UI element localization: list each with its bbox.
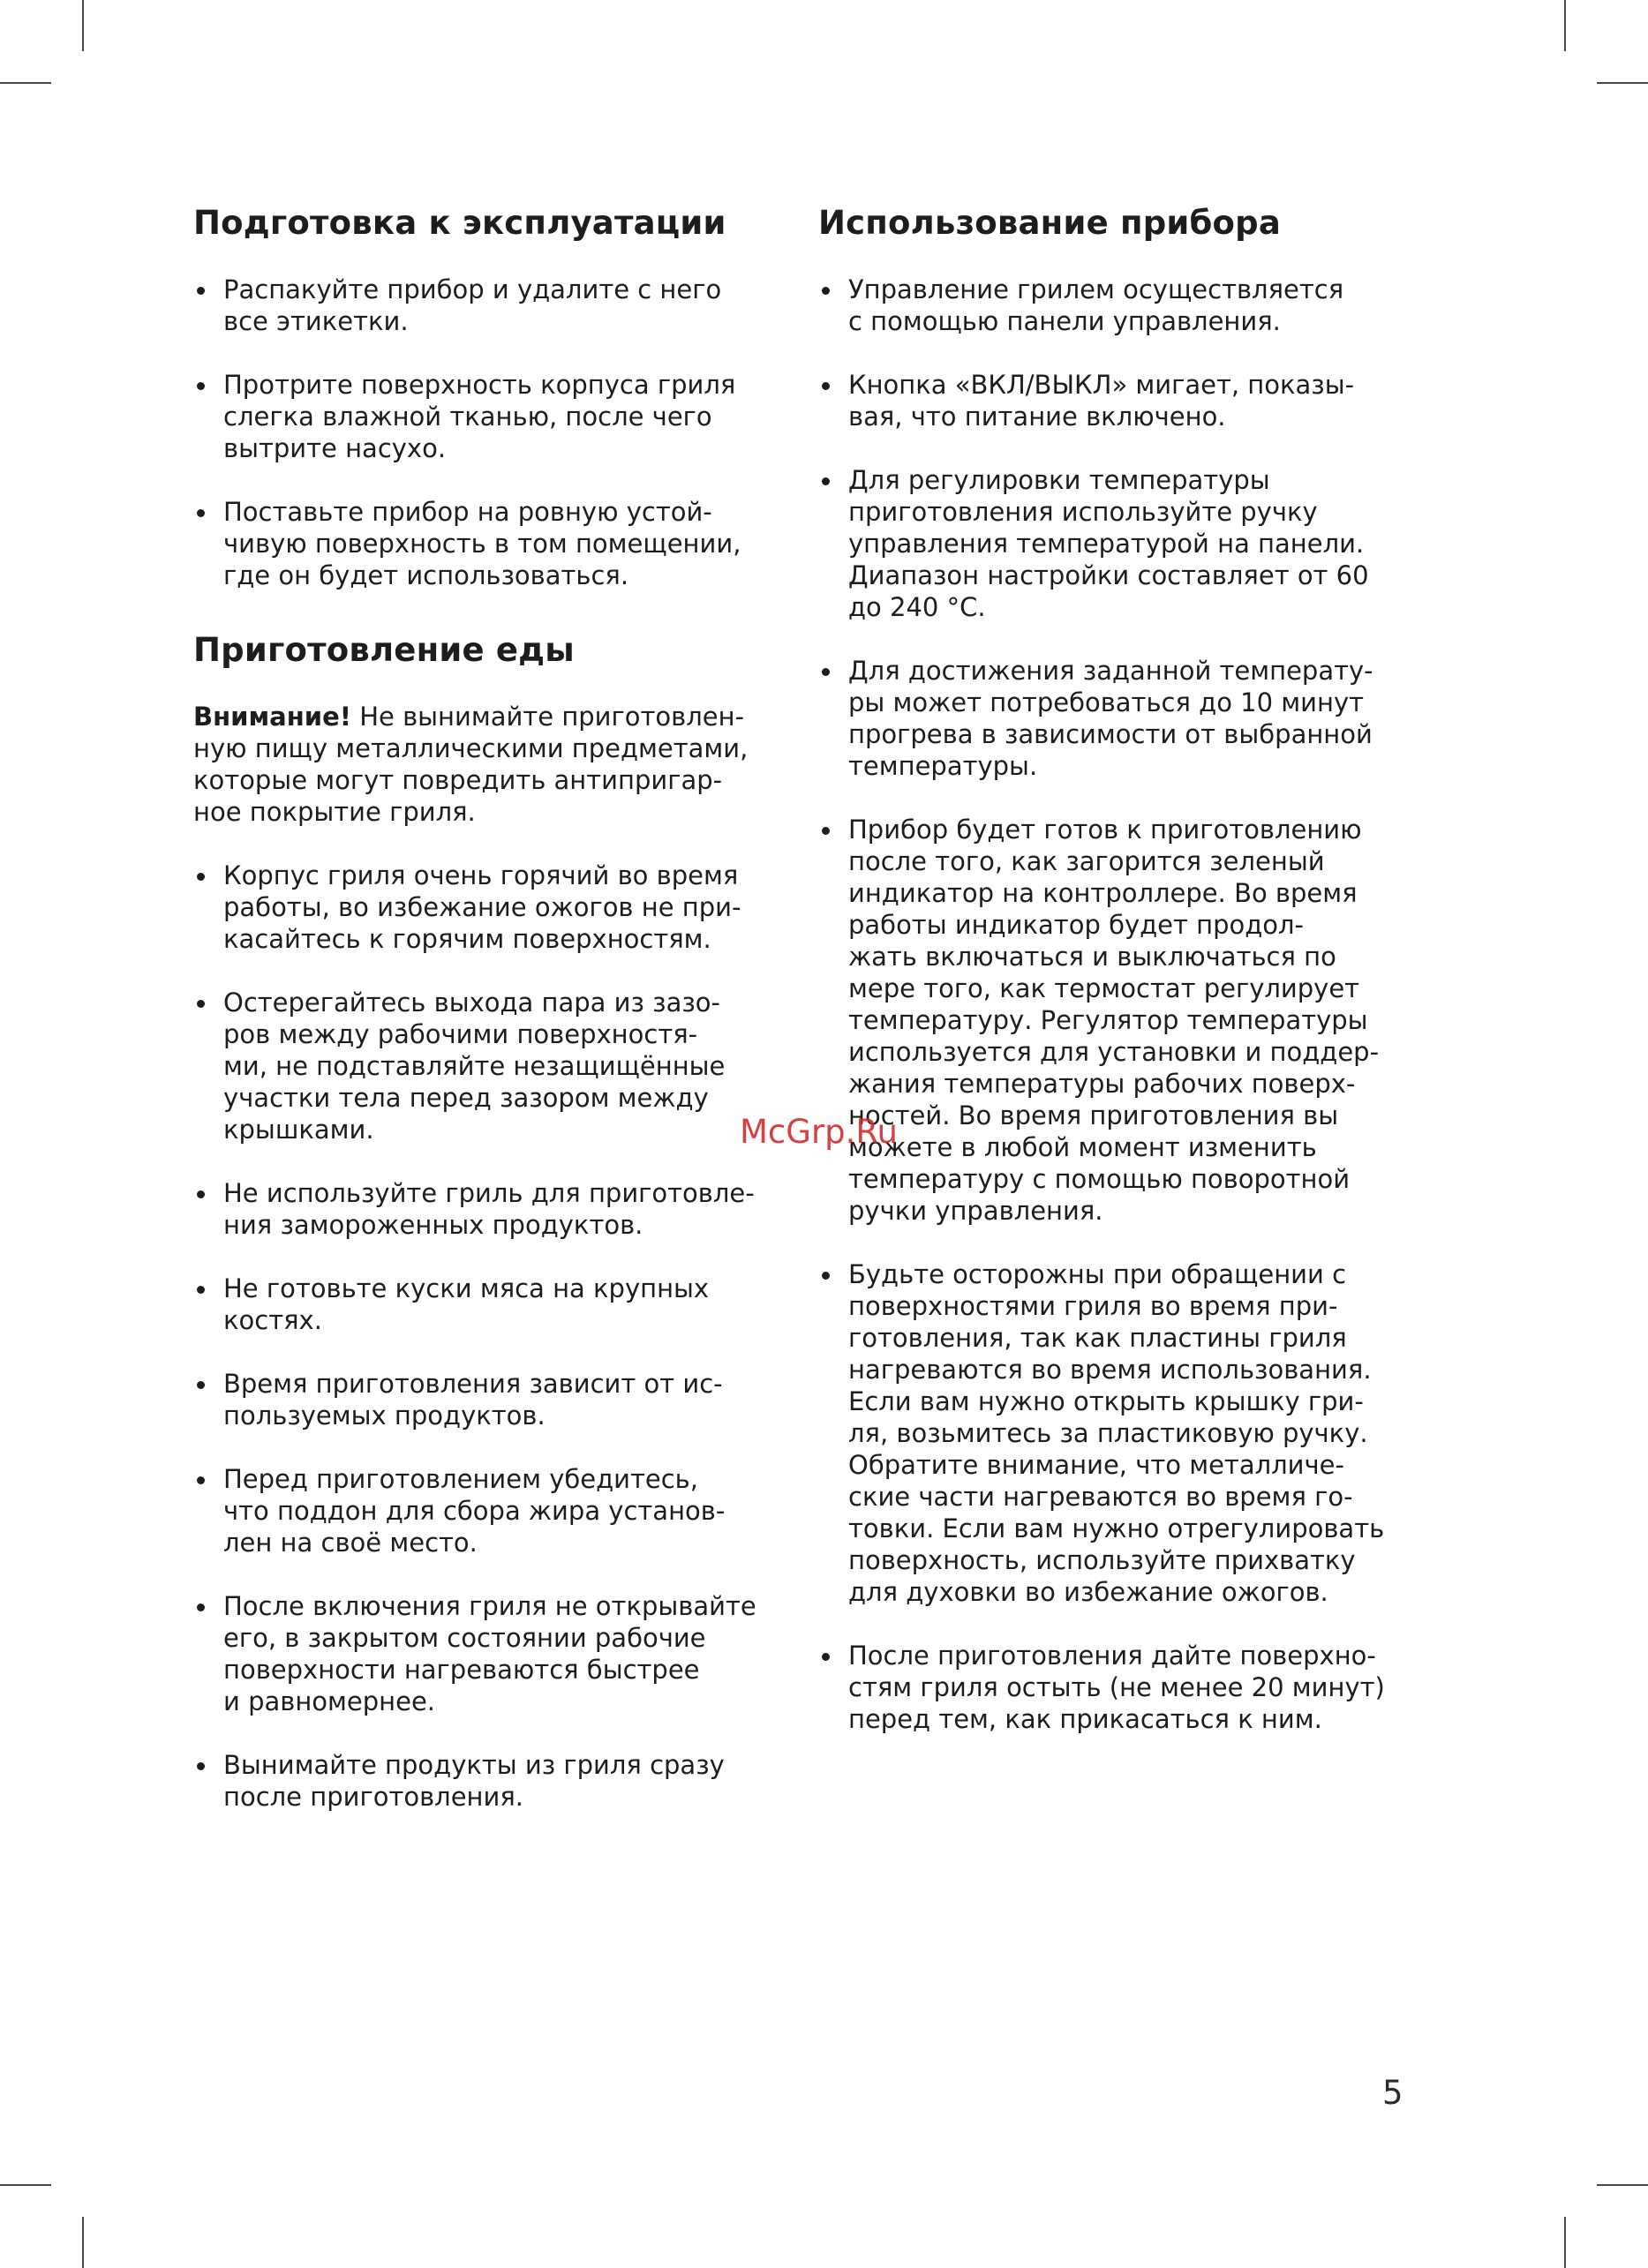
crop-mark [1564,0,1566,51]
list-item-line: Диапазон настройки составляет от 60 [848,560,1369,590]
section-heading: Подготовка к эксплуатации [193,204,726,242]
list-item-line: ми, не подставляйте незащищённые [223,1051,726,1081]
list-item-line: ностей. Во время приготовления вы [848,1100,1339,1130]
bullet-list [193,860,794,1813]
list-item-line: индикатор на контроллере. Во время [848,878,1358,908]
list-item-line: можете в любой момент изменить [848,1132,1317,1162]
list-item-line: После приготовления дайте поверхно- [848,1641,1376,1671]
list-item-line: стям гриля остыть (не менее 20 минут) [848,1672,1385,1702]
page-number: 5 [1382,2074,1403,2112]
warning-line: ное покрытие гриля. [193,797,476,827]
list-item-line: Обратите внимание, что металличе- [848,1450,1344,1480]
list-item-line: Не готовьте куски мяса на крупных [223,1273,710,1303]
list-item-line: приготовления используйте ручку [848,497,1318,527]
list-item-line: вытрите насухо. [223,433,447,463]
list-item [193,860,794,955]
list-item-line: Для регулировки температуры [848,465,1270,495]
list-item-line: касайтесь к горячим поверхностям. [223,924,711,954]
list-item-line: перед тем, как прикасаться к ним. [848,1704,1322,1734]
list-item [818,655,1418,782]
crop-mark [0,2184,51,2186]
list-item-line: поверхностями гриля во время при- [848,1291,1338,1321]
section [193,628,794,1813]
list-item-line: жания температуры рабочих поверх- [848,1069,1356,1099]
list-item-line: до 240 °С. [848,592,986,622]
crop-mark [82,0,84,51]
list-item-line: Корпус гриля очень горячий во время [223,860,739,890]
list-item-line: поверхности нагреваются быстрее [223,1655,700,1685]
list-item-line: его, в закрытом состоянии рабочие [223,1623,706,1653]
list-item-line: Будьте осторожны при обращении с [848,1259,1347,1289]
list-item [818,274,1418,337]
list-item [818,814,1418,1227]
crop-mark [0,82,51,84]
list-item-line: прогрева в зависимости от выбранной [848,719,1373,749]
section [193,201,794,591]
warning-label: Внимание! [193,702,351,732]
list-item-line: костях. [223,1305,322,1335]
list-item [193,1463,794,1558]
list-item-line: участки тела перед зазором между [223,1083,709,1113]
crop-mark [1597,2184,1648,2186]
list-item [193,496,794,591]
list-item-line: Перед приготовлением убедитесь, [223,1464,698,1494]
crop-mark [82,2217,84,2268]
list-item-line: Поставьте прибор на ровную устой- [223,497,712,527]
list-item-line: крышками. [223,1115,374,1145]
list-item-line: ские части нагреваются во время го- [848,1482,1353,1512]
list-item-line: слегка влажной тканью, после чего [223,402,712,432]
list-item-line: после приготовления. [223,1782,524,1812]
list-item-line: Для достижения заданной температу- [848,656,1373,686]
list-item-line: Не используйте гриль для приготовле- [223,1178,755,1208]
list-item-line: поверхность, используйте прихватку [848,1545,1356,1575]
list-item [818,1258,1418,1608]
list-item-line: Вынимайте продукты из гриля сразу [223,1750,725,1780]
crop-mark [1597,82,1648,84]
list-item [193,987,794,1145]
list-item-line: мере того, как термостат регулирует [848,973,1360,1003]
list-item [193,1177,794,1241]
list-item-line: после того, как загорится зеленый [848,846,1325,876]
list-item [193,1368,794,1431]
list-item-line: Прибор будет готов к приготовлению [848,815,1362,845]
list-item-line: товки. Если вам нужно отрегулировать [848,1513,1385,1543]
list-item-line: лен на своё место. [223,1528,478,1558]
list-item-line: Распакуйте прибор и удалите с него [223,274,722,304]
warning-text: Не вынимайте приготовлен- [350,702,745,732]
list-item-line: Управление грилем осуществляется [848,274,1344,304]
warning-line: которые могут повредить антипригар- [193,765,723,795]
left-column [193,201,794,1813]
list-item-line: готовления, так как пластины гриля [848,1323,1347,1353]
list-item-line: Протрите поверхность корпуса гриля [223,370,736,400]
list-item-line: чивую поверхность в том помещении, [223,529,741,559]
list-item-line: Остерегайтесь выхода пара из зазо- [223,988,720,1018]
list-item [193,1273,794,1336]
list-item-line: ля, возьмитесь за пластиковую ручку. [848,1418,1368,1448]
list-item-line: вая, что питание включено. [848,402,1226,432]
list-item-line: ров между рабочими поверхностя- [223,1019,698,1049]
list-item [818,1640,1418,1735]
crop-mark [1564,2217,1566,2268]
section-heading: Приготовление еды [193,631,575,669]
list-item [818,369,1418,432]
list-item-line: жать включаться и выключаться по [848,942,1336,972]
warning-line [193,701,794,732]
list-item-line: После включения гриля не открывайте [223,1591,756,1621]
list-item-line: Кнопка «ВКЛ/ВЫКЛ» мигает, показы- [848,370,1355,400]
list-item-line: ния замороженных продуктов. [223,1210,643,1240]
list-item [818,464,1418,623]
warning-paragraph [193,701,794,828]
list-item-line: температуру с помощью поворотной [848,1164,1351,1194]
list-item-line: температуры. [848,751,1038,781]
list-item-line: управления температурой на панели. [848,529,1365,559]
bullet-list [193,274,794,591]
list-item-line: Время приготовления зависит от ис- [223,1369,723,1399]
list-item [193,1590,794,1717]
list-item [193,369,794,464]
section [818,201,1418,1735]
right-column [818,201,1418,1735]
list-item-line: все этикетки. [223,306,409,336]
list-item-line: работы, во избежание ожогов не при- [223,892,741,922]
list-item-line: ручки управления. [848,1196,1103,1226]
warning-line: ную пищу металлическими предметами, [193,733,749,763]
list-item-line: пользуемых продуктов. [223,1401,546,1431]
list-item-line: с помощью панели управления. [848,306,1281,336]
list-item-line: и равномернее. [223,1686,436,1716]
section-heading: Использование прибора [818,204,1282,242]
list-item [193,274,794,337]
bullet-list [818,274,1418,1735]
list-item [193,1749,794,1813]
list-item-line: работы индикатор будет продол- [848,910,1305,940]
watermark: McGrp.Ru [740,1113,898,1151]
list-item-line: Если вам нужно открыть крышку гри- [848,1386,1364,1416]
list-item-line: используется для установки и поддер- [848,1037,1380,1067]
list-item-line: температуру. Регулятор температуры [848,1005,1368,1035]
list-item-line: для духовки во избежание ожогов. [848,1577,1328,1607]
list-item-line: где он будет использоваться. [223,560,629,590]
list-item-line: ры может потребоваться до 10 минут [848,687,1365,717]
list-item-line: нагреваются во время использования. [848,1355,1372,1385]
list-item-line: что поддон для сбора жира установ- [223,1496,726,1526]
